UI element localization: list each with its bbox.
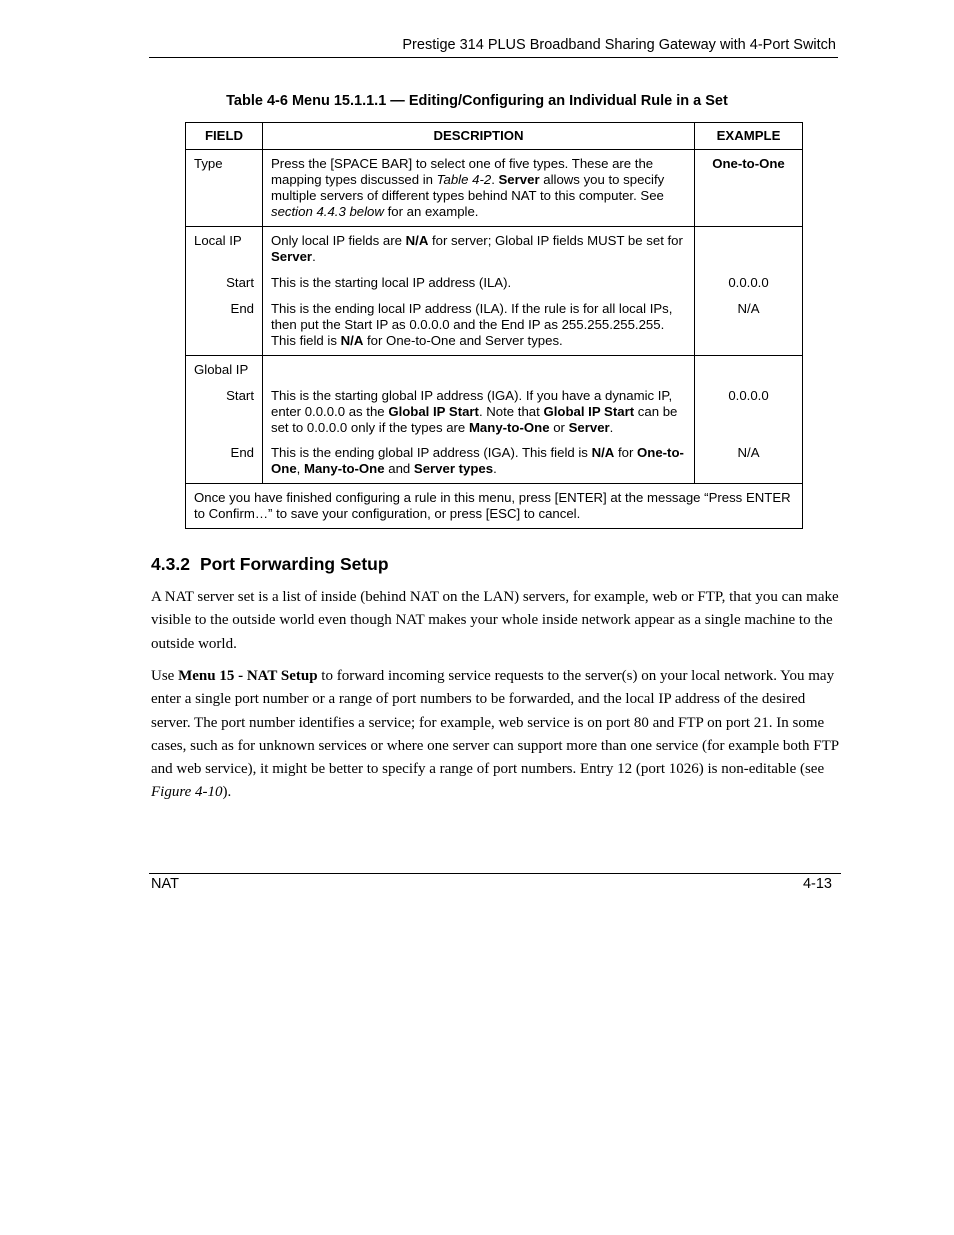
description-local-ip-end: This is the ending local IP address (ILA). If the rule is for all local IPs, then put the Start IP as 0.0.0.0 and the End IP as 255.255.255.255. This field is N/A for One-to-One and Server types.	[271, 301, 673, 348]
table-row-local-ip	[186, 227, 803, 356]
description-local-ip-start: This is the starting local IP address (ILA).	[271, 275, 512, 290]
description-local-ip: Only local IP fields are N/A for server; Global IP fields MUST be set for Server. This is the starting local IP address (ILA). This is the ending local IP address (ILA). If the rule is for all local IPs, then put the Start IP as 0.0.0.0 and the End IP as 255.255.255.255. This field is N/A for One-to-One and Server types.	[263, 227, 695, 356]
paragraph-port-forwarding: Use Menu 15 - NAT Setup to forward incoming service requests to the server(s) on your local network. You may enter a single port number or a range of port numbers to be forwarded, and the local IP address of the desired server. The port number identifies a service; for example, web service is on port 80 and FTP on port 21. In some cases, such as for unknown services or where one server can support more than one service (for example both FTP and web service), it might be better to specify a range of port numbers. Entry 12 (port 1026) is non-editable (see Figure 4-10).	[151, 668, 839, 801]
description-type: Press the [SPACE BAR] to select one of five types. These are the mapping types discussed in Table 4-2. Server allows you to specify multiple servers of different types behind NAT to this computer. See section 4.4.3 below for an example.	[263, 150, 695, 227]
example-global-ip	[695, 356, 803, 484]
section-heading	[151, 554, 389, 575]
field-local-ip-end: End	[230, 301, 254, 316]
column-header-example: EXAMPLE	[695, 123, 803, 150]
footer-page-number: 4-13	[802, 876, 832, 892]
field-global-ip-end: End	[230, 445, 254, 460]
table-row-note	[186, 484, 803, 529]
description-global-ip	[263, 356, 695, 484]
table-row-global-ip	[186, 356, 803, 484]
example-global-ip-end: N/A	[737, 445, 760, 460]
column-header-description: DESCRIPTION	[263, 123, 695, 150]
example-global-ip-start: 0.0.0.0	[728, 388, 769, 403]
field-type: Type	[186, 150, 263, 227]
page-header-title: Prestige 314 PLUS Broadband Sharing Gateway with 4-Port Switch	[402, 37, 836, 53]
example-type: One-to-One	[695, 150, 803, 227]
paragraph-nat-server-set: A NAT server set is a list of inside (behind NAT on the LAN) servers, for example, web or FTP, that you can make visible to the outside world even though NAT makes your whole inside network appear as a single machine to the outside world.	[151, 589, 839, 652]
field-local-ip: Local IP Start End	[186, 227, 263, 356]
field-description-table	[185, 122, 803, 529]
field-local-ip-start: Start	[226, 275, 254, 290]
header-divider	[149, 57, 838, 58]
example-local-ip-start: 0.0.0.0	[728, 275, 769, 290]
table-caption: Table 4-6 Menu 15.1.1.1 — Editing/Configuring an Individual Rule in a Set	[226, 93, 728, 109]
footer-chapter: NAT	[151, 876, 179, 892]
example-local-ip-end: N/A	[737, 301, 760, 316]
example-local-ip	[695, 227, 803, 356]
column-header-field: FIELD	[186, 123, 263, 150]
description-global-ip-end: This is the ending global IP address (IGA). This field is N/A for One-to-One, Many-to-One and Server types.	[271, 445, 684, 476]
section-number: 4.3.2	[151, 554, 190, 574]
footer-divider	[149, 873, 841, 874]
table-row-type	[186, 150, 803, 227]
field-global-ip-start: Start	[226, 388, 254, 403]
field-global-ip: Global IP Start End	[186, 356, 263, 484]
section-title: Port Forwarding Setup	[199, 554, 389, 574]
table-header-row	[186, 123, 803, 150]
table-note: Once you have finished configuring a rule in this menu, press [ENTER] at the message “Press ENTER to Confirm…” to save your configuration, or press [ESC] to cancel.	[186, 484, 803, 529]
description-global-ip-start: This is the starting global IP address (IGA). If you have a dynamic IP, enter 0.0.0.0 as the Global IP Start. Note that Global IP Start can be set to 0.0.0.0 only if the types are Many-to-One or Server.	[271, 388, 678, 435]
